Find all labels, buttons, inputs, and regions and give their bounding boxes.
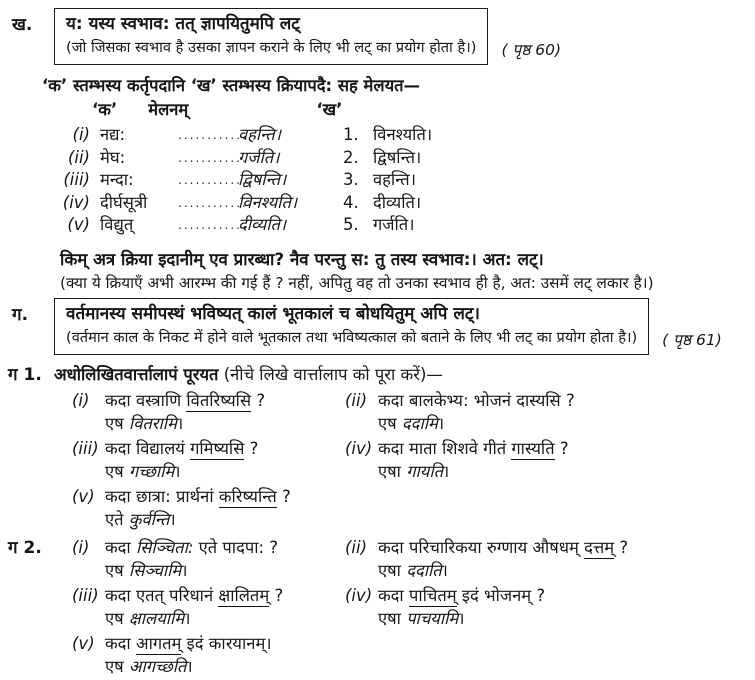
underlined-word: गास्यति	[511, 438, 555, 458]
answer-text: एष ददामि।	[378, 414, 445, 433]
g1-instruction-hindi: (नीचे लिखे वार्त्तालाप को पूरा करें)—	[218, 364, 443, 384]
rule-sanskrit-ga: वर्तमानस्य समीपस्थं भविष्यत् कालं भूतकालं च बोधयितुम् अपि लट्।	[66, 303, 480, 324]
conclusion-hindi: (क्या ये क्रियाएँ अभी आरम्भ की गई हैं ? नहीं, अपितु वह तो उनका स्वभाव ही है, अत: उसमें लट् लकार है।)	[60, 273, 654, 292]
option-word: वहन्ति।	[373, 170, 416, 189]
section-g2	[0, 536, 755, 680]
g2-items	[72, 536, 755, 680]
underlined-word: गमिष्यसि	[190, 438, 245, 458]
qa-item	[345, 584, 755, 631]
question-number: (ii)	[345, 537, 368, 557]
qa-item	[72, 584, 345, 631]
matched-answer: वहन्ति।	[238, 125, 281, 144]
underlined-word: करिष्यन्ति	[218, 486, 277, 506]
g1-items	[72, 389, 755, 533]
match-exercise	[42, 74, 755, 294]
section-kha	[0, 8, 755, 65]
textbook-page	[0, 8, 755, 676]
subject-word: मेघ:	[100, 147, 126, 167]
option-word: दीव्यति।	[373, 192, 422, 212]
question-text: कदा आगतम् इदं कारयानम्।	[105, 633, 272, 653]
match-header-row	[42, 99, 755, 121]
matched-answer: गर्जति।	[238, 147, 280, 167]
column-header-kha: ‘ख’	[316, 100, 343, 119]
question-text: कदा सिञ्चिता: एते पादपा: ?	[105, 537, 279, 557]
question-number: (ii)	[345, 390, 368, 410]
question-text: कदा वस्त्राणि वितरिष्यसि ?	[105, 390, 266, 410]
answer-text: एष वितरामि।	[105, 414, 184, 433]
page-reference-61: ( पृष्ठ 61)	[662, 330, 722, 349]
subject-word: विद्युत्	[100, 215, 134, 234]
qa-item	[345, 437, 755, 484]
table-row	[42, 192, 755, 215]
question-number: (i)	[72, 390, 90, 410]
question-text: कदा छात्रा: प्रार्थनां करिष्यन्ति ?	[105, 486, 291, 506]
option-number: 3.	[343, 170, 359, 189]
question-text: कदा बालकेभ्य: भोजनं दास्यसि ?	[378, 390, 575, 410]
row-number: (iii)	[63, 170, 90, 189]
qa-item	[345, 389, 755, 436]
dots-placeholder: ............	[178, 173, 248, 187]
underlined-word: आगतम्	[135, 633, 182, 653]
dots-placeholder: ............	[178, 128, 248, 142]
question-text: कदा पाचितम् इदं भोजनम् ?	[378, 585, 546, 605]
rule-sanskrit-kha: य: यस्य स्वभाव: तत् ज्ञापयितुमपि लट्	[66, 14, 300, 34]
answer-text: एष क्षालयामि।	[105, 609, 191, 628]
g1-instruction-sanskrit: अधोलिखितवार्त्तालापं पूरयत	[54, 364, 219, 384]
answer-text: एषा गायति।	[378, 462, 450, 481]
qa-item	[72, 536, 345, 583]
answer-text: एष गच्छामि।	[105, 462, 181, 481]
option-word: विनश्यति।	[373, 125, 433, 144]
qa-item	[72, 389, 345, 436]
underlined-word: क्षालितम्	[218, 585, 270, 605]
section-ga	[0, 298, 755, 355]
qa-item	[72, 632, 345, 679]
matched-answer: दीव्यति।	[238, 215, 287, 234]
question-number: (iii)	[72, 585, 99, 605]
qa-item	[345, 536, 755, 583]
subject-word: नद्य:	[100, 125, 126, 144]
option-word: गर्जति।	[373, 215, 415, 234]
conclusion-sanskrit: किम् अत्र क्रिया इदानीम् एव प्रारब्धा? नैव परन्तु स: तु तस्य स्वभाव:। अत: लट्।	[60, 248, 544, 269]
answer-text: एते कुर्वन्ति।	[105, 510, 176, 529]
underlined-word: दत्तम्	[584, 537, 615, 557]
answer-text: एषा ददाति।	[378, 561, 448, 580]
question-number: (i)	[72, 537, 90, 557]
question-text: कदा माता शिशवे गीतं गास्यति ?	[378, 438, 569, 458]
qa-item	[72, 437, 345, 484]
rule-box-ga	[54, 298, 649, 355]
section-g1	[0, 364, 755, 533]
question-number: (v)	[72, 633, 95, 653]
column-header-melanam: मेलनम्	[148, 100, 189, 119]
rule-box-kha	[54, 8, 488, 65]
answer-text: एष आगच्छति।	[105, 657, 193, 676]
dots-placeholder: ............	[178, 195, 248, 210]
option-number: 1.	[343, 125, 359, 144]
underlined-word: वितरिष्यसि	[186, 390, 252, 410]
dots-placeholder: ............	[178, 218, 248, 232]
option-number: 2.	[343, 147, 359, 167]
answer-text: एष सिञ्चामि।	[105, 561, 188, 580]
question-text: कदा परिचारिकया रुग्णाय औषधम् दत्तम् ?	[378, 537, 629, 557]
subject-word: दीर्घसूत्री	[100, 192, 148, 212]
question-number: (iv)	[345, 438, 373, 458]
section-kha-label: ख.	[12, 15, 33, 35]
g1-label: ग 1.	[8, 364, 42, 385]
table-row	[42, 169, 755, 192]
table-row	[42, 214, 755, 237]
option-number: 5.	[343, 215, 359, 234]
page	[0, 8, 755, 676]
question-number: (v)	[72, 486, 95, 506]
match-instruction: ‘क’ स्तम्भस्य कर्तृपदानि ‘ख’ स्तम्भस्य क्रियापदै: सह मेलयत—	[42, 76, 421, 95]
table-row	[42, 147, 755, 170]
question-number: (iii)	[72, 438, 99, 458]
row-number: (iv)	[62, 192, 90, 212]
page-reference-60: ( पृष्ठ 60)	[501, 41, 562, 59]
option-word: द्विषन्ति।	[373, 147, 422, 167]
dots-placeholder: ............	[178, 150, 248, 165]
answer-text: एषा पाचयामि।	[378, 609, 465, 628]
row-number: (v)	[67, 215, 90, 234]
qa-item	[72, 485, 345, 532]
question-text: कदा एतत् परिधानं क्षालितम् ?	[105, 585, 284, 605]
g1-instruction	[54, 364, 443, 386]
underlined-word: पाचितम्	[408, 585, 457, 605]
g2-label: ग 2.	[8, 537, 42, 558]
table-row	[42, 124, 755, 147]
rule-hindi-kha: (जो जिसका स्वभाव है उसका ज्ञापन कराने के लिए भी लट् का प्रयोग होता है।)	[66, 39, 477, 56]
question-number: (iv)	[345, 585, 373, 605]
matched-answer: द्विषन्ति।	[238, 170, 287, 189]
subject-word: मन्दा:	[100, 170, 134, 189]
option-number: 4.	[343, 192, 359, 212]
row-number: (i)	[72, 125, 90, 144]
question-text: कदा विद्यालयं गमिष्यसि ?	[105, 438, 259, 458]
matched-answer: विनश्यति।	[238, 192, 298, 212]
row-number: (ii)	[67, 147, 90, 167]
g1-title-row	[0, 364, 755, 386]
section-ga-label: ग.	[12, 304, 29, 325]
column-header-ka: ‘क’	[92, 100, 118, 119]
rule-hindi-ga: (वर्तमान काल के निकट में होने वाले भूतकाल तथा भविष्यत्काल को बताने के लिए भी लट् का प्रयोग होता है।)	[66, 328, 638, 346]
